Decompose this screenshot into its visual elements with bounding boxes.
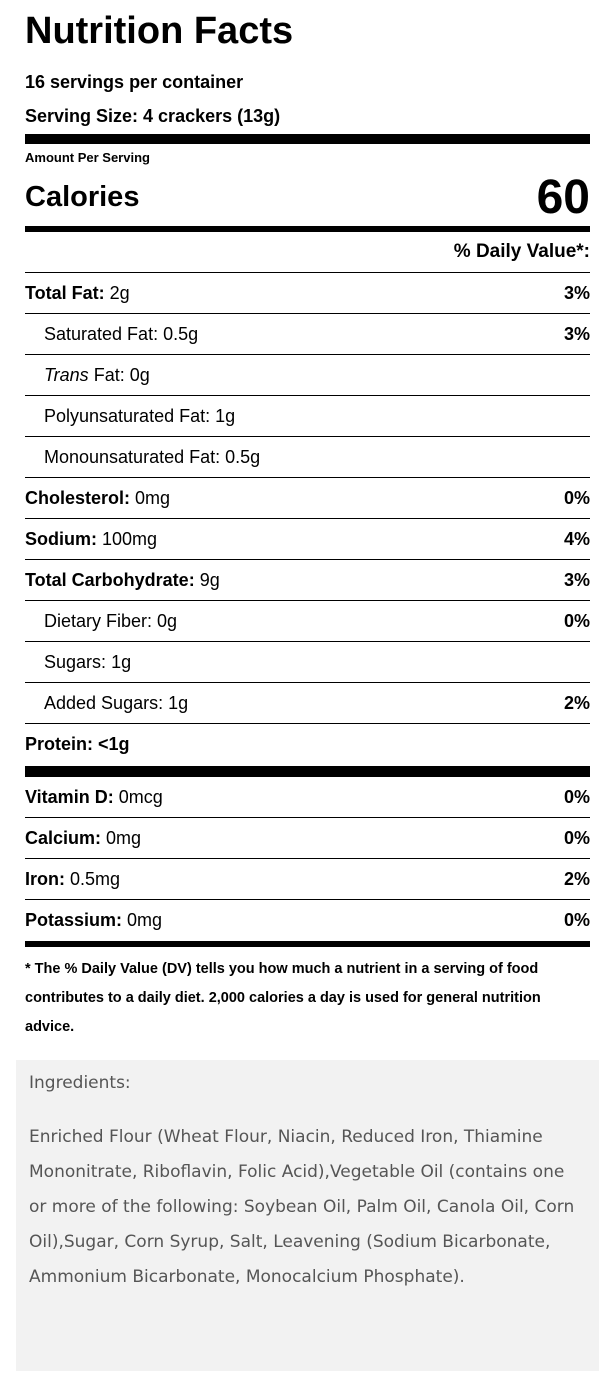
nutrient-dv: 3% xyxy=(563,323,590,344)
vitamin-row-vitamin-d xyxy=(25,777,590,818)
nutrient-amount: 1g xyxy=(111,651,132,672)
vitamin-amount: 0mcg xyxy=(118,786,163,807)
ingredients-text: Enriched Flour (Wheat Flour, Niacin, Reduced Iron, Thiamine Mononitrate, Riboflavin, Folic Acid),Vegetable Oil (contains one or more of the following: Soybean Oil, Palm Oil, Canola Oil, Corn Oil),Sugar, Corn Syrup, Salt, Leavening (Sodium Bicarbonate, Ammonium Bicarbonate, Monocalcium Phosphate). xyxy=(29,1127,575,1287)
vitamin-dv: 0% xyxy=(563,910,590,930)
label-title: Nutrition Facts xyxy=(25,10,294,52)
nutrient-row-dietary-fiber xyxy=(25,601,590,642)
nutrient-name: Protein: xyxy=(25,734,94,754)
nutrient-row-sugars xyxy=(25,642,590,683)
nutrient-row-polyunsaturated-fat xyxy=(25,396,590,437)
nutrient-name: Dietary Fiber: xyxy=(44,610,153,631)
vitamin-dv: 2% xyxy=(563,868,590,889)
nutrient-rows xyxy=(25,273,590,765)
vitamin-name: Vitamin D: xyxy=(25,786,114,807)
calories-label: Calories xyxy=(25,181,140,213)
daily-value-header: % Daily Value*: xyxy=(453,241,590,262)
nutrient-row-sodium xyxy=(25,519,590,560)
amount-per-serving: Amount Per Serving xyxy=(25,150,150,165)
vitamin-name: Potassium: xyxy=(25,910,123,930)
serving-size: Serving Size: 4 crackers (13g) xyxy=(25,106,281,126)
nutrient-name: Cholesterol: xyxy=(25,487,131,508)
nutrient-name-italic: Trans xyxy=(44,364,89,385)
nutrient-amount: 0.5g xyxy=(225,446,261,467)
nutrient-row-saturated-fat xyxy=(25,314,590,355)
thick-divider xyxy=(25,766,590,777)
vitamin-row-iron xyxy=(25,859,590,900)
medium-divider xyxy=(25,226,590,232)
nutrient-row-protein xyxy=(25,724,590,765)
servings-per-container: 16 servings per container xyxy=(25,72,244,92)
nutrient-amount: 9g xyxy=(199,569,220,590)
vitamin-amount: 0mg xyxy=(106,827,142,848)
thick-divider xyxy=(25,134,590,144)
nutrient-amount: 1g xyxy=(168,692,189,713)
vitamin-amount: 0.5mg xyxy=(70,868,121,889)
nutrient-amount: 0mg xyxy=(135,487,171,508)
nutrient-dv: 2% xyxy=(563,692,590,713)
nutrient-name: Polyunsaturated Fat: xyxy=(44,405,211,426)
calories-value: 60 xyxy=(536,171,590,224)
nutrient-dv: 3% xyxy=(563,569,590,590)
nutrient-row-cholesterol xyxy=(25,478,590,519)
nutrient-amount: 2g xyxy=(109,282,130,303)
nutrient-amount: 100mg xyxy=(102,528,158,549)
vitamin-name: Calcium: xyxy=(25,827,102,848)
vitamin-rows xyxy=(25,777,590,941)
nutrient-row-added-sugars xyxy=(25,683,590,724)
nutrient-name: Sodium: xyxy=(25,528,97,549)
nutrient-dv: 0% xyxy=(563,487,590,508)
nutrient-name: Sugars: xyxy=(44,651,107,672)
medium-divider xyxy=(25,941,590,947)
nutrient-name: Total Carbohydrate: xyxy=(25,569,195,590)
nutrient-row-monounsaturated-fat xyxy=(25,437,590,478)
nutrient-amount: <1g xyxy=(98,734,130,754)
daily-value-footnote: * The % Daily Value (DV) tells you how much a nutrient in a serving of food contributes to a daily diet. 2,000 calories a day is used for general nutrition advice. xyxy=(25,961,541,1035)
vitamin-name: Iron: xyxy=(25,868,65,889)
nutrient-row-trans-fat xyxy=(25,355,590,396)
nutrient-name: Total Fat: xyxy=(25,282,105,303)
vitamin-dv: 0% xyxy=(563,786,590,807)
nutrient-amount: 1g xyxy=(215,405,236,426)
nutrient-amount: 0g xyxy=(157,610,178,631)
nutrient-dv: 3% xyxy=(563,282,590,303)
nutrient-amount: 0.5g xyxy=(163,323,199,344)
nutrient-name: Monounsaturated Fat: xyxy=(44,446,221,467)
ingredients-panel xyxy=(16,1060,599,1371)
nutrient-amount: 0g xyxy=(129,364,150,385)
vitamin-row-potassium xyxy=(25,900,590,941)
nutrient-dv: 0% xyxy=(563,610,590,631)
vitamin-amount: 0mg xyxy=(127,910,163,930)
nutrient-name: Saturated Fat: xyxy=(44,323,159,344)
nutrient-name: Added Sugars: xyxy=(44,692,164,713)
vitamin-row-calcium xyxy=(25,818,590,859)
nutrient-row-total-fat xyxy=(25,273,590,314)
vitamin-dv: 0% xyxy=(563,827,590,848)
nutrient-name: Fat: xyxy=(93,364,125,385)
nutrient-row-total-carbohydrate xyxy=(25,560,590,601)
ingredients-title: Ingredients: xyxy=(29,1073,131,1093)
nutrient-dv: 4% xyxy=(563,528,590,549)
